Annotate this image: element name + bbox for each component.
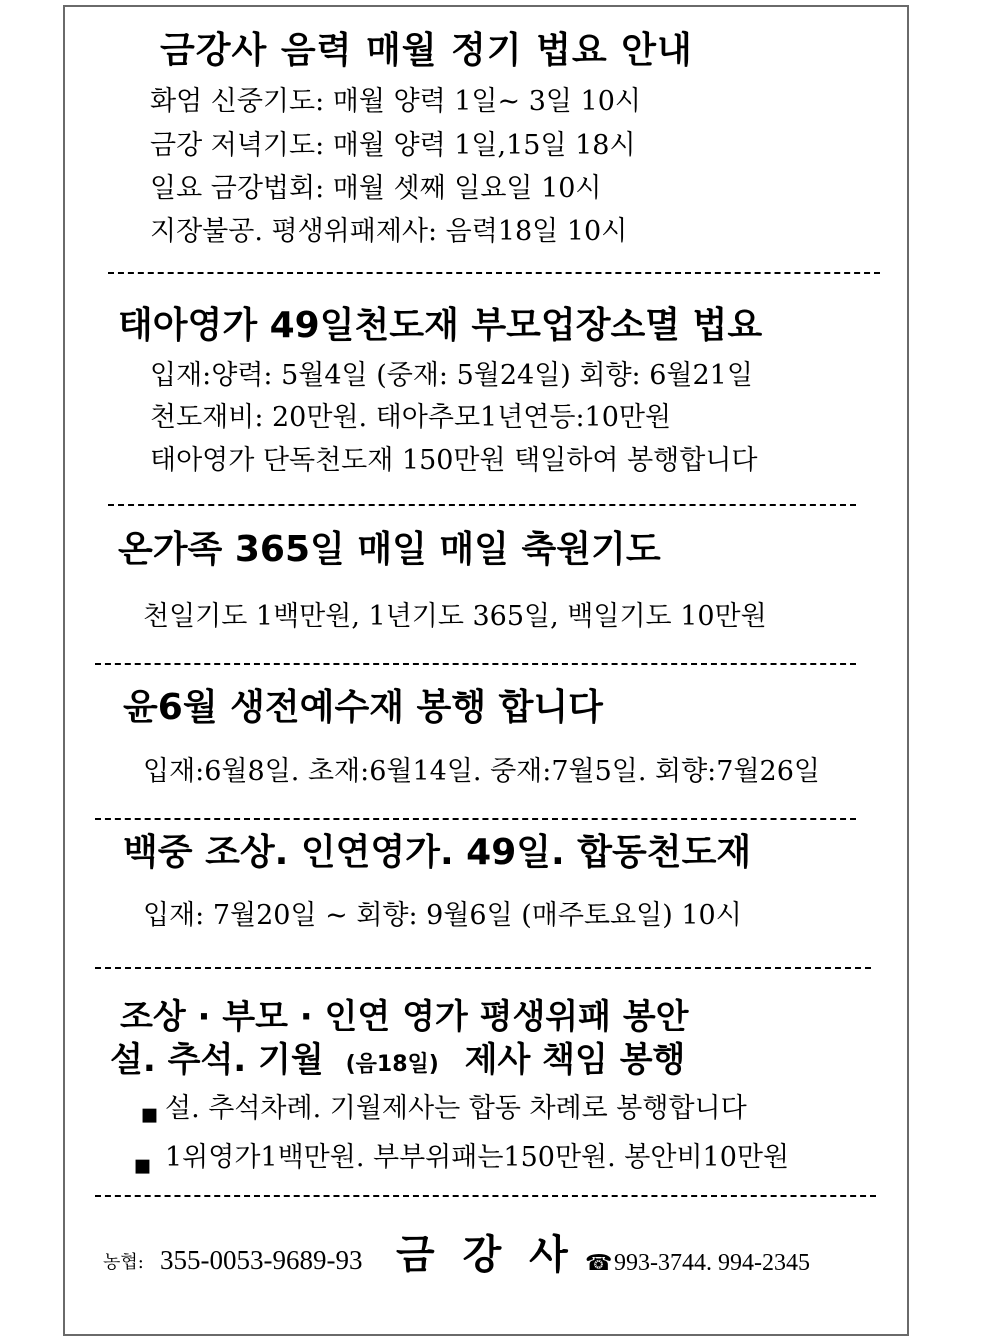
account-number: 355-0053-9689-93 <box>160 1245 363 1275</box>
bullet-icon: ▪ <box>133 1148 152 1181</box>
section1-title: 금강사 음력 매월 정기 법요 안내 <box>160 30 693 71</box>
phone-icon: ☎ <box>585 1251 613 1276</box>
section2-line: 입재:양력: 5월4일 (중재: 5월24일) 회향: 6월21일 <box>150 360 753 391</box>
section-divider <box>95 818 856 820</box>
section1-line: 일요 금강법회: 매월 셋째 일요일 10시 <box>150 173 602 204</box>
section2-title: 태아영가 49일천도재 부모업장소멸 법요 <box>118 305 763 346</box>
section-divider <box>108 272 880 274</box>
section2-line: 태아영가 단독천도재 150만원 택일하여 봉행합니다 <box>150 445 758 476</box>
section4-title: 윤6월 생전예수재 봉행 합니다 <box>123 687 603 728</box>
section1-line: 금강 저녁기도: 매월 양력 1일,15일 18시 <box>150 130 636 161</box>
section5-title: 백중 조상. 인연영가. 49일. 합동천도재 <box>123 832 752 873</box>
document-frame <box>63 5 909 1336</box>
section6-line: 1위영가1백만원. 부부위패는150만원. 봉안비10만원 <box>165 1142 790 1173</box>
section4-line: 입재:6월8일. 초재:6월14일. 중재:7월5일. 회향:7월26일 <box>143 756 820 787</box>
section1-line: 화엄 신중기도: 매월 양력 1일~ 3일 10시 <box>150 86 641 117</box>
phone-numbers: 993-3744. 994-2345 <box>614 1250 810 1276</box>
bank-label: 농협: <box>103 1252 144 1273</box>
section6-title-line1: 조상 · 부모 · 인연 영가 평생위패 봉안 <box>120 997 689 1037</box>
section6-line: 설. 추석차례. 기월제사는 합동 차례로 봉행합니다 <box>165 1093 747 1124</box>
section5-line: 입재: 7월20일 ~ 회향: 9월6일 (매주토요일) 10시 <box>143 900 742 931</box>
section-divider <box>95 967 871 969</box>
temple-name: 금 강 사 <box>396 1232 568 1278</box>
section6-title-line2 <box>110 1040 686 1080</box>
section-divider <box>95 1195 876 1197</box>
section6-title-part: 제사 책임 봉행 <box>464 1040 686 1080</box>
section1-line: 지장불공. 평생위패제사: 음력18일 10시 <box>150 216 628 247</box>
lunar-date-note: (음18일) <box>345 1052 439 1077</box>
section3-title: 온가족 365일 매일 매일 축원기도 <box>118 529 661 570</box>
bullet-icon: ▪ <box>140 1097 159 1130</box>
section3-line: 천일기도 1백만원, 1년기도 365일, 백일기도 10만원 <box>143 601 767 632</box>
section2-line: 천도재비: 20만원. 태아추모1년연등:10만원 <box>150 402 672 433</box>
section6-title-part: 설. 추석. 기월 <box>110 1040 324 1080</box>
section-divider <box>95 663 856 665</box>
section-divider <box>108 504 856 506</box>
